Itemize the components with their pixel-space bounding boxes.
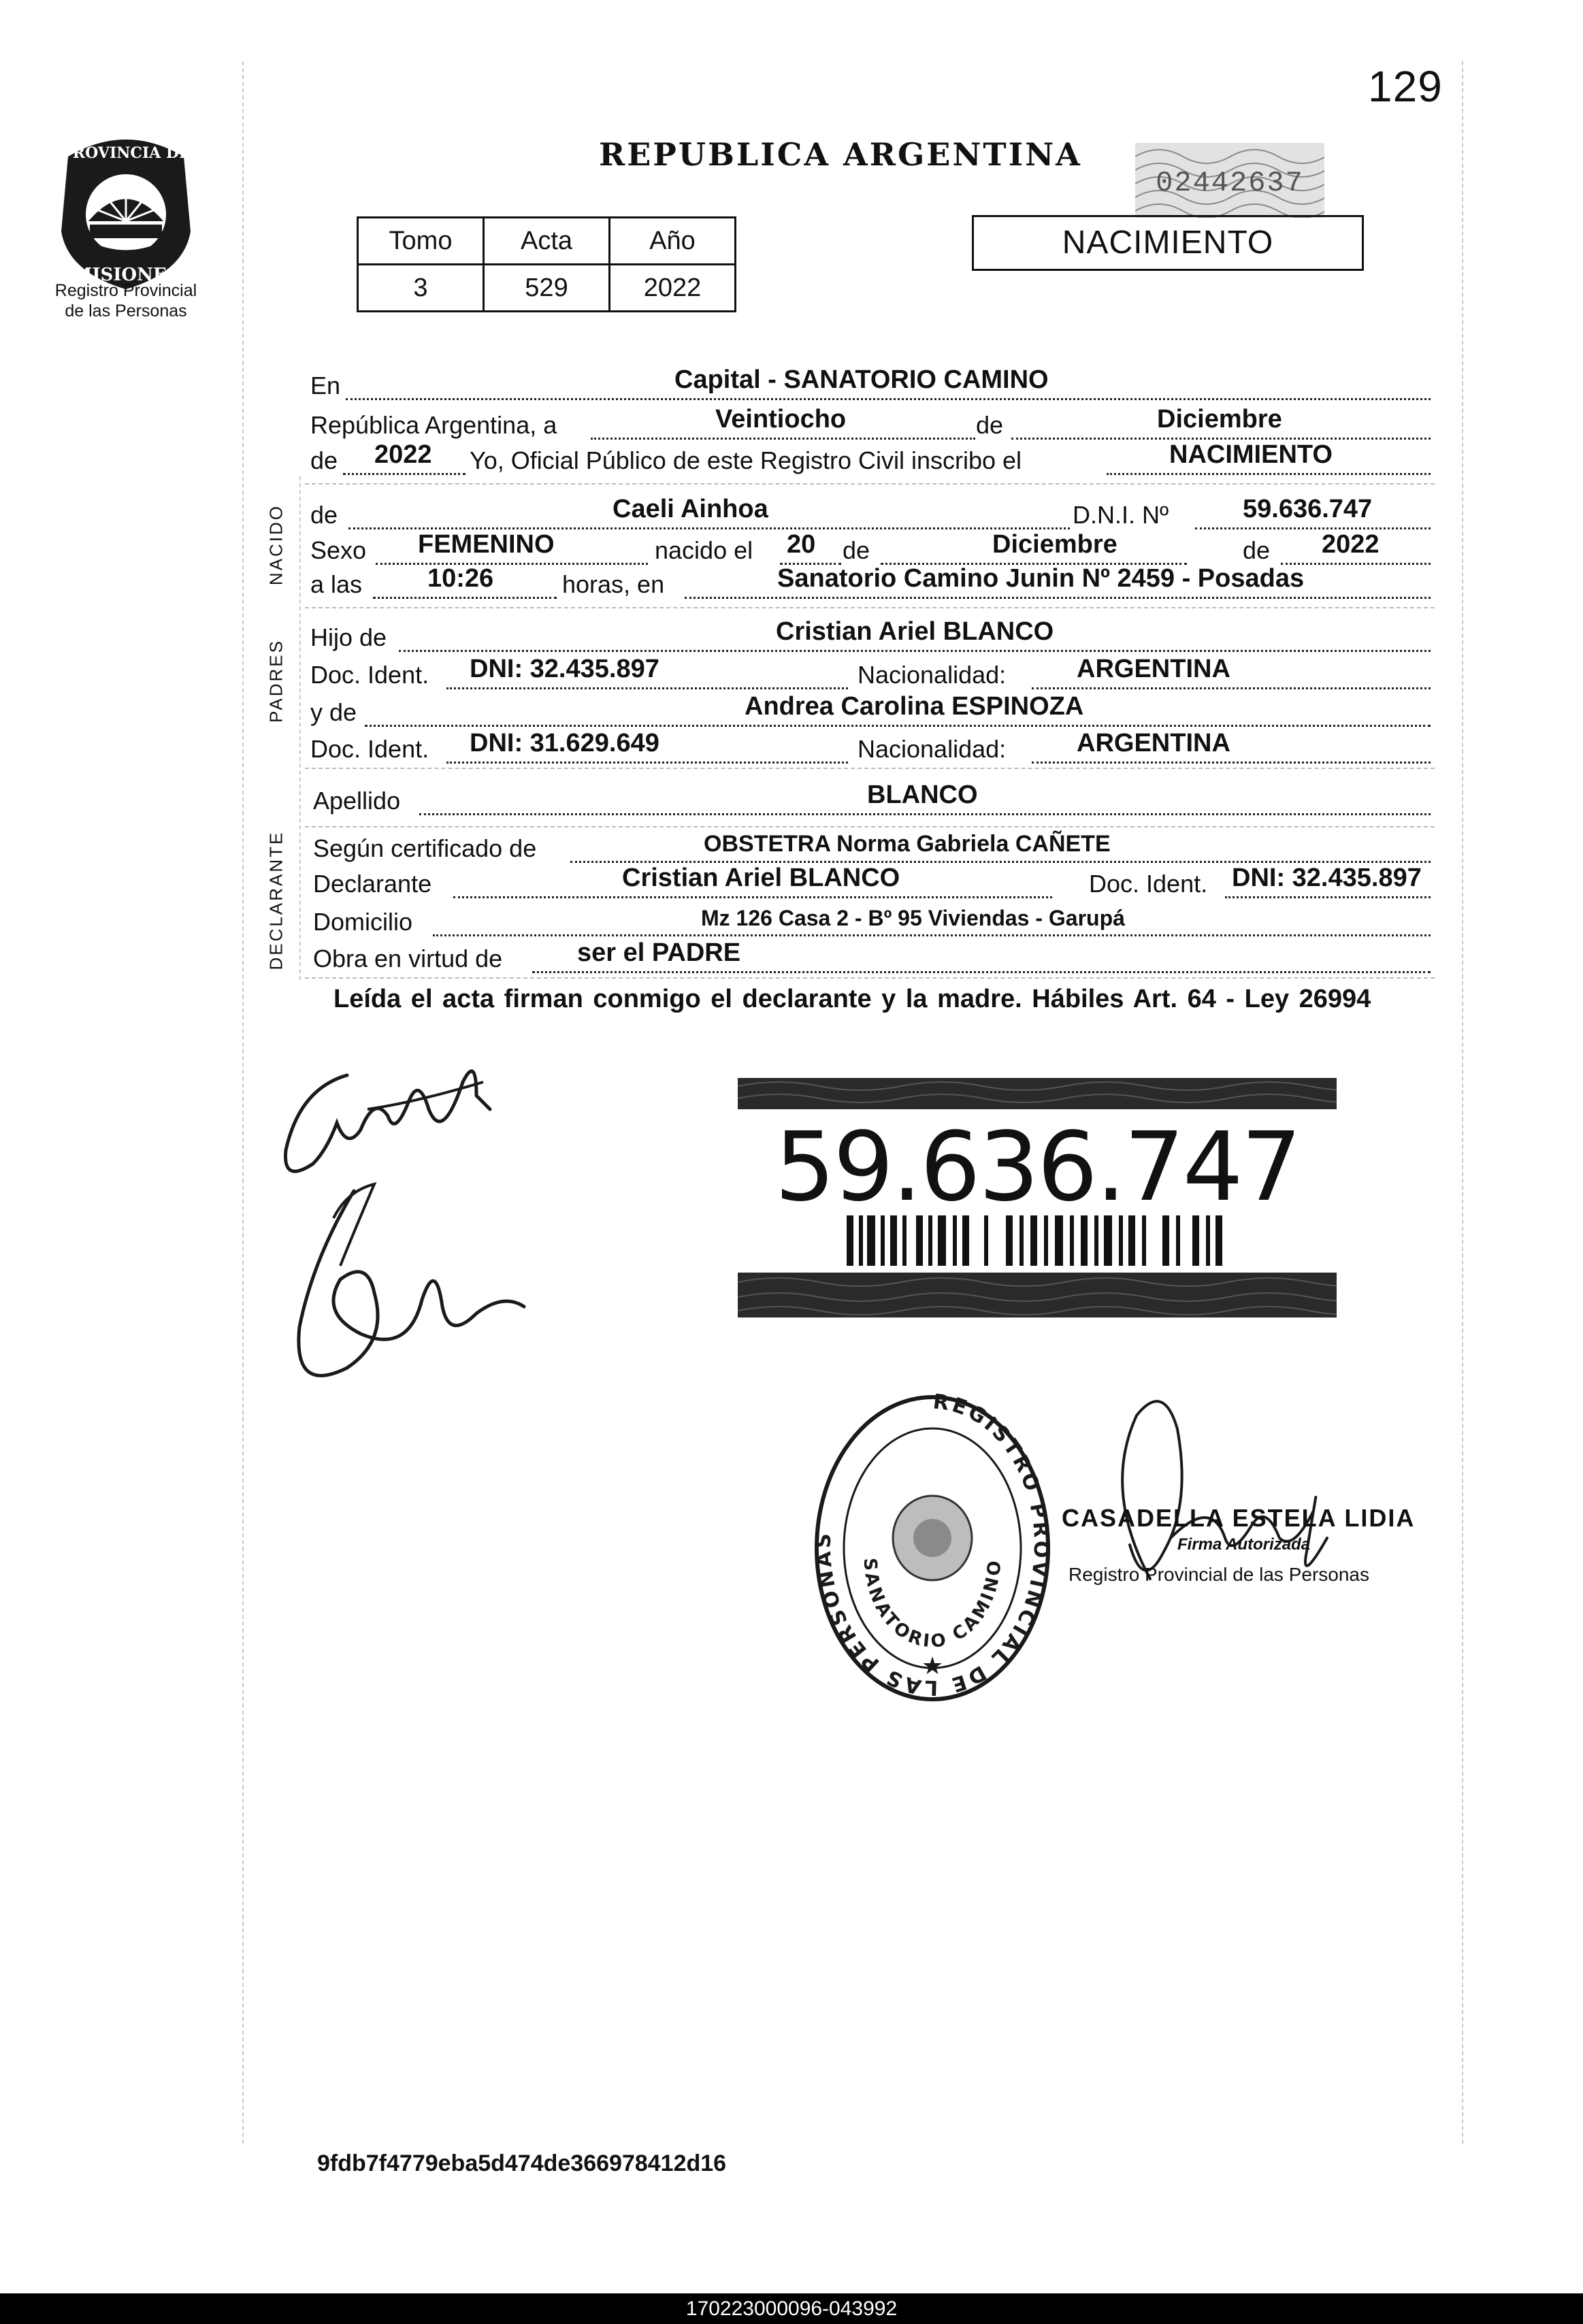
value-madre: Andrea Carolina ESPINOZA [745, 692, 1084, 721]
label-official-text: Yo, Oficial Público de este Registro Civil inscribo el [470, 446, 1022, 474]
line-hora [310, 559, 1433, 600]
value-en: Capital - SANATORIO CAMINO [674, 365, 1049, 394]
value-padre-doc: DNI: 32.435.897 [470, 655, 659, 683]
label-madre-nac: Nacionalidad: [858, 735, 1007, 763]
stamp-inner-text: SANATORIO CAMINO [859, 1557, 1006, 1653]
label-declarante: Declarante [313, 870, 432, 898]
line-nombre [310, 490, 1433, 531]
official-role: Firma Autorizada [1177, 1535, 1311, 1554]
record-header-acta: Acta [484, 218, 610, 265]
label-republica: República Argentina, a [310, 411, 557, 439]
line-certificado [310, 823, 1433, 864]
line-republica [310, 400, 1433, 441]
record-header-tomo: Tomo [358, 218, 484, 265]
record-value-tomo: 3 [358, 265, 484, 312]
section-margin-line [299, 476, 301, 980]
record-table [357, 216, 736, 312]
value-obra: ser el PADRE [577, 938, 741, 967]
declarante-signature [272, 1055, 497, 1191]
value-declarante-doc: DNI: 32.435.897 [1232, 864, 1422, 892]
stamp-ring-text: REGISTRO PROVINCIAL DE LAS PERSONAS [811, 1390, 1054, 1700]
label-year-de: de [310, 446, 338, 474]
left-margin-line [242, 61, 244, 2144]
value-madre-doc: DNI: 31.629.649 [470, 729, 659, 757]
value-padre: Cristian Ariel BLANCO [776, 617, 1054, 646]
divider-3 [305, 768, 1435, 769]
line-official [310, 436, 1433, 476]
registry-caption-line2: de las Personas [65, 301, 187, 321]
record-value-ano: 2022 [610, 265, 736, 312]
label-domicilio: Domicilio [313, 908, 413, 936]
label-obra: Obra en virtud de [313, 945, 503, 972]
label-dni: D.N.I. Nº [1073, 501, 1169, 529]
value-padre-nac: ARGENTINA [1077, 655, 1230, 683]
footer-id-bar: 170223000096-043992 [0, 2293, 1583, 2324]
record-header-ano: Año [610, 218, 736, 265]
provincia-de-misiones-seal-icon [48, 129, 204, 293]
side-label-declarante: DECLARANTE [265, 830, 287, 970]
value-certificado: OBSTETRA Norma Gabriela CAÑETE [704, 831, 1111, 857]
label-de-month: de [976, 411, 1004, 439]
line-domicilio [310, 897, 1433, 938]
svg-text:★: ★ [921, 1652, 944, 1680]
line-apellido [310, 776, 1433, 817]
right-margin-line [1462, 61, 1463, 2144]
record-type-box: NACIMIENTO [972, 215, 1364, 271]
label-padre-nac: Nacionalidad: [858, 661, 1007, 689]
value-lugar: Sanatorio Camino Junin Nº 2459 - Posadas [777, 564, 1305, 593]
line-padre-doc [310, 650, 1433, 691]
value-hora: 10:26 [427, 564, 494, 593]
label-apellido: Apellido [313, 787, 401, 815]
divider-5 [305, 977, 1435, 979]
label-sexo: Sexo [310, 536, 367, 564]
value-sexo: FEMENINO [418, 530, 555, 559]
value-apellido: BLANCO [867, 781, 978, 809]
value-inscribe: NACIMIENTO [1169, 440, 1333, 469]
label-name-de: de [310, 501, 338, 529]
line-declarante [310, 859, 1433, 900]
value-name: Caeli Ainhoa [613, 495, 768, 523]
value-domicilio: Mz 126 Casa 2 - Bº 95 Viviendas - Garupá [701, 906, 1125, 930]
label-madre-doc: Doc. Ident. [310, 735, 429, 763]
seal-text-bottom: MISIONES [72, 265, 180, 285]
value-birth-month: Diciembre [992, 530, 1117, 559]
closing-statement: Leída el acta firman conmigo el declarante y la madre. Hábiles Art. 64 - Ley 26994 [333, 985, 1371, 1013]
line-hijo [310, 612, 1433, 653]
value-month-word: Diciembre [1157, 405, 1282, 433]
divider-1 [305, 483, 1435, 485]
value-dni: 59.636.747 [1243, 495, 1373, 523]
label-yde: y de [310, 698, 357, 726]
side-label-padres: PADRES [265, 639, 287, 723]
registry-caption [27, 280, 225, 321]
record-value-acta: 529 [484, 265, 610, 312]
value-birth-year: 2022 [1322, 530, 1380, 559]
value-madre-nac: ARGENTINA [1077, 729, 1230, 757]
side-label-nacido: NACIDO [265, 504, 287, 586]
document-hash: 9fdb7f4779eba5d474de366978412d16 [317, 2150, 727, 2176]
official-registry: Registro Provincial de las Personas [1068, 1564, 1369, 1585]
line-yde [310, 687, 1433, 728]
seal-text-top: PROVINCIA DE [61, 144, 191, 162]
label-hijo: Hijo de [310, 623, 387, 651]
value-declarante: Cristian Ariel BLANCO [622, 864, 900, 892]
madre-signature [272, 1177, 531, 1409]
label-a-las: a las [310, 570, 363, 598]
label-padre-doc: Doc. Ident. [310, 661, 429, 689]
value-year: 2022 [374, 440, 432, 469]
label-declarante-doc: Doc. Ident. [1089, 870, 1208, 898]
official-name: CASADELLA ESTELA LIDIA [1062, 1504, 1416, 1532]
line-obra [310, 934, 1433, 975]
dni-banner [738, 1078, 1337, 1318]
registry-caption-line1: Registro Provincial [54, 281, 197, 300]
label-horas: horas, en [562, 570, 665, 598]
label-certificado: Según certificado de [313, 834, 537, 862]
registry-round-stamp-icon [810, 1388, 1055, 1708]
record-table-header-row [358, 218, 736, 265]
label-en: En [310, 372, 341, 399]
official-signature-block [1062, 1388, 1416, 1620]
label-birth-de2: de [1243, 536, 1271, 564]
label-birth-de1: de [843, 536, 870, 564]
label-nacido: nacido el [655, 536, 753, 564]
divider-2 [305, 607, 1435, 608]
serial-security-stamp [1135, 143, 1324, 218]
record-table-value-row [358, 265, 736, 312]
line-en [310, 361, 1433, 402]
value-birth-day: 20 [787, 530, 816, 559]
line-madre-doc [310, 724, 1433, 765]
dni-banner-number: 59.636.747 [774, 1112, 1300, 1223]
value-day-word: Veintiocho [715, 405, 847, 433]
page-title: REPUBLICA ARGENTINA [599, 136, 1082, 173]
serial-number: 02442637 [1156, 167, 1304, 199]
page-number: 129 [1368, 62, 1443, 111]
